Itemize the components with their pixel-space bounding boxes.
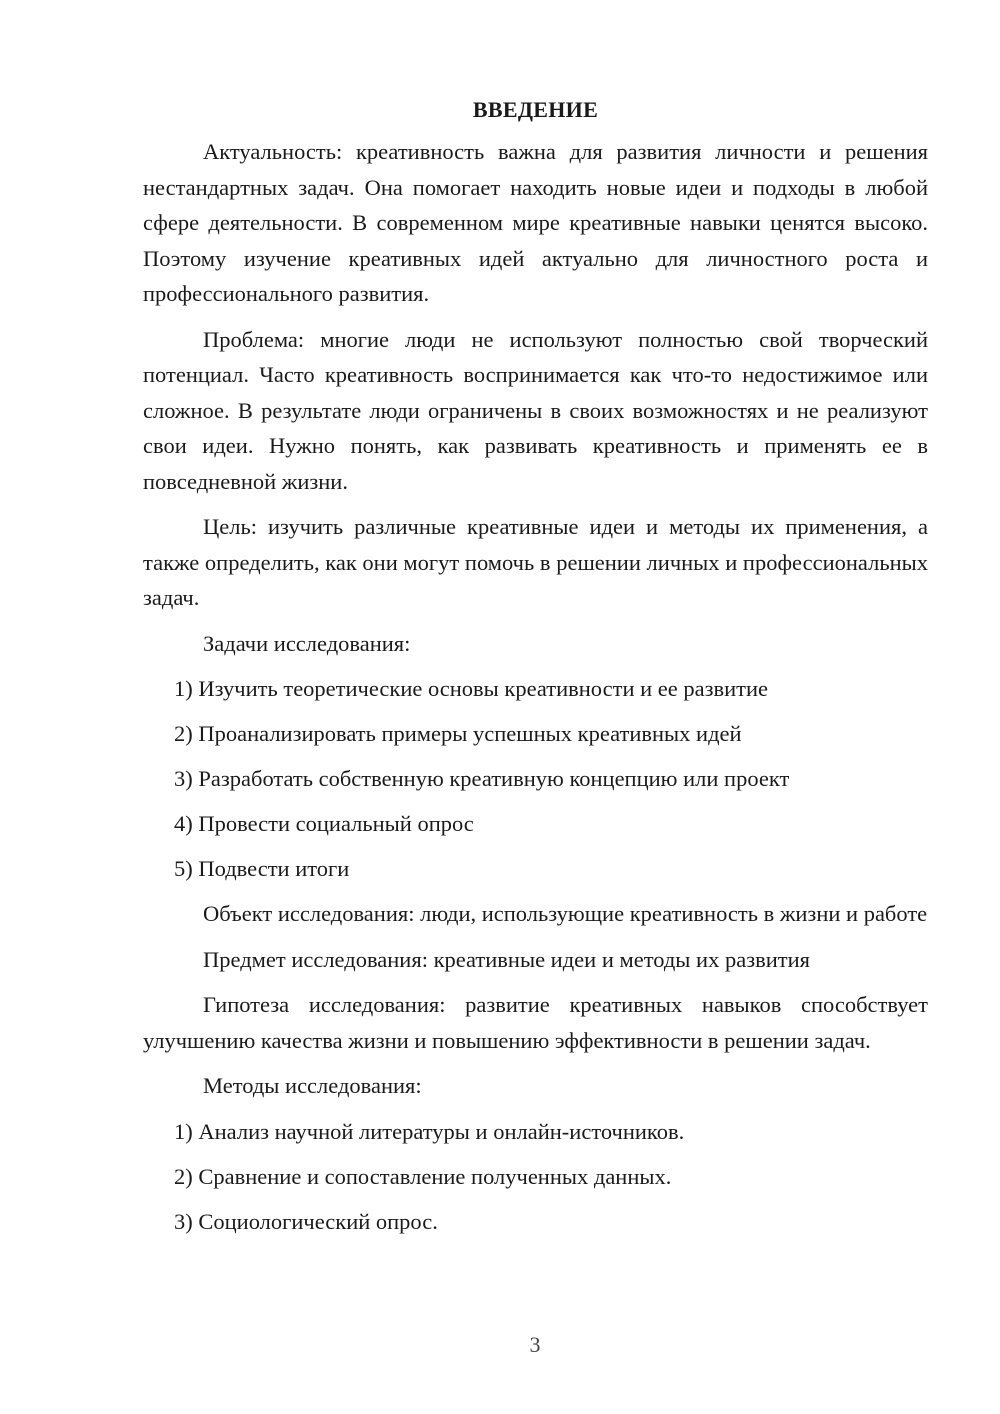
document-page [143, 94, 928, 1249]
list-item: 3) Разработать собственную креативную концепцию или проект [174, 766, 790, 791]
tasks-list [143, 671, 928, 887]
subject-paragraph: Предмет исследования: креативные идеи и методы их развития [203, 946, 810, 972]
object-paragraph: Объект исследования: люди, использующие креативность в жизни и работе [203, 901, 928, 926]
page-title: ВВЕДЕНИЕ [472, 97, 599, 122]
list-item: 2) Сравнение и сопоставление полученных данных. [174, 1163, 672, 1189]
methods-heading: Методы исследования: [203, 1073, 422, 1098]
methods-list [143, 1114, 928, 1240]
problem-paragraph: Проблема: многие люди не используют полностью свой творческий потенциал. Часто креативность воспринимается как что-то недостижимое или сложное. В результате люди ограничены в своих возможностях и не реализуют свои идеи. Нужно понять, как развивать креативность и применять ее в повседневной жизни. [143, 326, 928, 494]
list-item: 5) Подвести итоги [174, 856, 350, 881]
list-item: 1) Изучить теоретические основы креативности и ее развитие [174, 676, 769, 701]
hypothesis-paragraph: Гипотеза исследования: развитие креативных навыков способствует улучшению качества жизни и повышению эффективности в решении задач. [143, 992, 928, 1053]
list-item: 3) Социологический опрос. [174, 1208, 438, 1234]
relevance-paragraph: Актуальность: креативность важна для развития личности и решения нестандартных задач. Она помогает находить новые идеи и подходы в любой сфере деятельности. В современном мире креативные навыки ценятся высоко. Поэтому изучение креативных идей актуально для личностного роста и профессионального развития. [143, 139, 928, 306]
page-number: 3 [529, 1332, 541, 1357]
tasks-heading: Задачи исследования: [203, 630, 411, 656]
list-item: 4) Провести социальный опрос [174, 811, 474, 836]
goal-paragraph: Цель: изучить различные креативные идеи и методы их применения, а также определить, как они могут помочь в решении личных и профессиональных задач. [143, 514, 928, 610]
list-item: 1) Анализ научной литературы и онлайн-источников. [174, 1118, 685, 1144]
list-item: 2) Проанализировать примеры успешных креативных идей [174, 721, 742, 746]
